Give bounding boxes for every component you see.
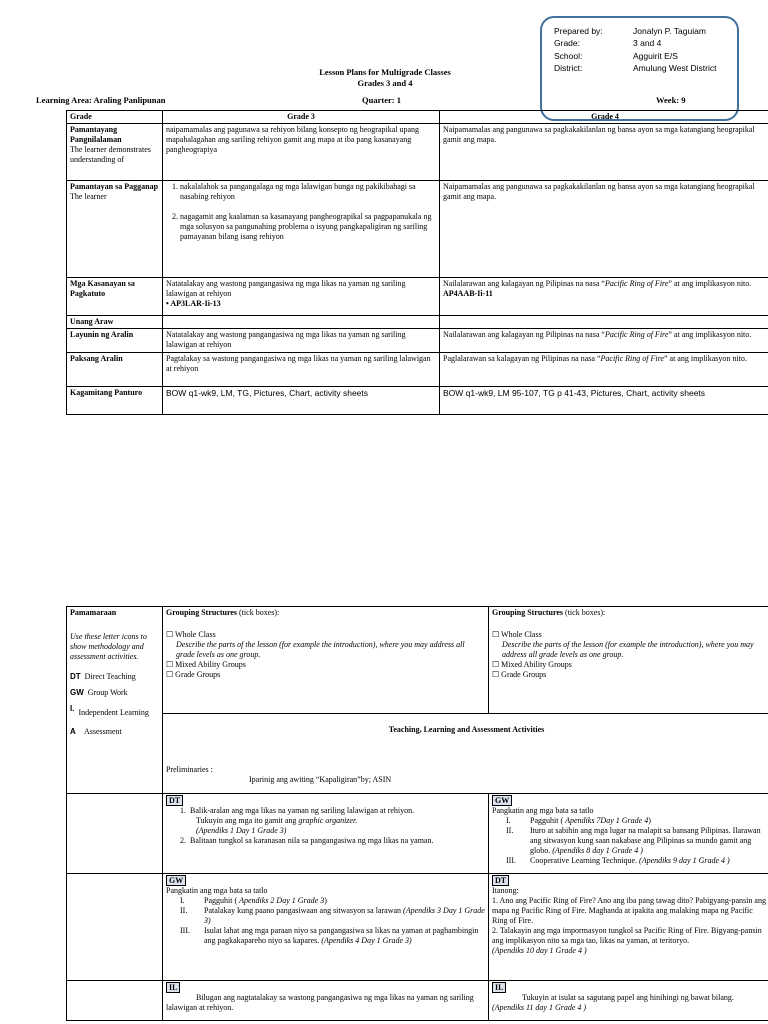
- performance-standard-g4: Naipamamalas ang pangunawa sa pagkakakilanlan ng bansa ayon sa mga katangiang heograpikal gamit ang mapa.: [440, 181, 768, 278]
- dt-grade3: DT 1. Balik-aralan ang mga likas na yaman ng sariling lalawigan at rehiyon. Tukuyin ang mga ito gamit ang graphic organizer. (Apendiks 1 Day 1 Grade 3) 2. Balitaan tungkol sa karanasan nila sa pangangasiwa ng mga likas na yaman.: [163, 794, 489, 874]
- song: Iparinig ang awiting “Kapaligiran”by; ASIN: [249, 775, 392, 784]
- dt-tag: DT: [492, 875, 509, 886]
- quarter: Quarter: 1: [362, 95, 401, 105]
- page-subtitle: Grades 3 and 4: [357, 78, 413, 88]
- dt-tag: DT: [166, 795, 183, 806]
- competencies-g4: Nailalarawan ang kalagayan ng Pilipinas na nasa “Pacific Ring of Fire” at ang implikasyon nito. AP4AAB-Ii-11: [440, 278, 768, 316]
- whole-class-checkbox[interactable]: ☐ Whole Class: [166, 630, 216, 639]
- prepared-row: Prepared by: Jonalyn P. Taguiam: [554, 26, 706, 36]
- grade-row: Grade: 3 and 4: [554, 38, 662, 48]
- tla-heading: Teaching, Learning and Assessment Activities: [388, 725, 545, 734]
- objective-g4: Nailalarawan ang kalagayan ng Pilipinas na nasa “Pacific Ring of Fire” at ang implikasyon nito.: [440, 329, 768, 353]
- procedure-label: Pamamaraan: [70, 608, 117, 617]
- gw-grade3: GW Pangkatin ang mga bata sa tatlo I. Pagguhit ( Apendiks 2 Day 1 Grade 3) II. Patalakay kung paano pangasiwaan ang sitwasyon sa larawan (Apendiks 3 Day 1 Grade 3) III. Isulat lahat ang mga paraan niyo sa pangangasiwa sa likas na yaman at paghambingin ang pagkakapareho niyo sa kapares. (Apendiks 4 Day 1 Grade 3): [163, 874, 489, 981]
- performance-standard-label: Pamantayan sa Pagganap The learner: [67, 181, 163, 278]
- mixed-ability-checkbox[interactable]: ☐ Mixed Ability Groups: [166, 660, 246, 669]
- grouping-g4: Grouping Structures (tick boxes): ☐ Whole Class Describe the parts of the lesson (for example the introduction), where you may address all grade levels as one group. ☐ Mixed Ability Groups ☐ Grade Groups: [489, 607, 768, 714]
- day1-label: Unang Araw: [67, 316, 163, 329]
- objective-label: Layunin ng Aralin: [67, 329, 163, 353]
- topic-label: Paksang Aralin: [67, 353, 163, 387]
- content-standard-g3: naipamamalas ang pagunawa sa rehiyon bilang konsepto ng heograpikal upang mapahalagahan ang sariling rehiyon gamit ang mapa at iba pang kasanayang pangheograpiya: [163, 124, 440, 181]
- info-box: [540, 16, 739, 121]
- grade-groups-checkbox[interactable]: ☐ Grade Groups: [166, 670, 221, 679]
- materials-label: Kagamitang Panturo: [67, 387, 163, 415]
- legend: DT Direct Teaching GW Group Work I. Independent Learning A Assessment: [70, 672, 149, 736]
- materials-g4: BOW q1-wk9, LM 95-107, TG p 41-43, Pictures, Chart, activity sheets: [440, 387, 768, 415]
- grade-groups-checkbox[interactable]: ☐ Grade Groups: [492, 670, 547, 679]
- tla-cell: [163, 714, 768, 794]
- school-row: School: Agguirit E/S: [554, 51, 678, 61]
- il-grade4: IL Tukuyin at isulat sa sagutang papel ang hinihingi ng bawat bilang. (Apendiks 11 day 1 Grade 4 ): [489, 981, 768, 1021]
- whole-class-checkbox[interactable]: ☐ Whole Class: [492, 630, 542, 639]
- grouping-g3: Grouping Structures (tick boxes): ☐ Whole Class Describe the parts of the lesson (for example the introduction), where you may address all grade levels as one group. ☐ Mixed Ability Groups ☐ Grade Groups: [163, 607, 489, 714]
- il-tag: IL: [166, 982, 180, 993]
- learning-area: Learning Area: Araling Panlipunan: [36, 95, 166, 105]
- topic-g3: Pagtalakay sa wastong pangangasiwa ng mga likas na yaman ng sariling lalawigan at rehiyon: [163, 353, 440, 387]
- lesson-plan-table: [66, 110, 768, 415]
- procedure-note: Use these letter icons to show methodology and assessment activities.: [70, 632, 147, 661]
- district-row: District: Amulung West District: [554, 63, 717, 73]
- grade4-header: Grade 4: [440, 111, 768, 124]
- performance-standard-g3: 1. nakalalahok sa pangangalaga ng mga lalawigan bunga ng pakikibahagi sa nasabing rehiyon 2. nagagamit ang kaalaman sa kasanayang pangheograpikal sa pagpapanukala ng mga solusyon sa pangunahing problema o isyung pangkapaligiran ng sariling pamayanan bilang isang rehiyon: [163, 181, 440, 278]
- procedure-label-cell: [67, 607, 163, 794]
- content-standard-label: Pamantayang Pangnilalaman The learner demonstrates understanding of: [67, 124, 163, 181]
- gw-tag: GW: [492, 795, 512, 806]
- preliminaries: Preliminaries :: [166, 765, 213, 774]
- topic-g4: Paglalarawan sa kalagayan ng Pilipinas na nasa “Pacific Ring of Fire” at ang implikasyon nito.: [440, 353, 768, 387]
- competencies-label: Mga Kasanayan sa Pagkatuto: [67, 278, 163, 316]
- objective-g3: Natatalakay ang wastong pangangasiwa ng mga likas na yaman ng sariling lalawigan at rehiyon: [163, 329, 440, 353]
- page-title: Lesson Plans for Multigrade Classes: [319, 67, 451, 77]
- il-tag: IL: [492, 982, 506, 993]
- dt-grade4: DT Itanong: 1. Ano ang Pacific Ring of Fire? Ano ang iba pang tawag dito? Pabigyang-pansin ang mapa ng Pacific Ring of Fire. Maghanda at ipakita ang malaking mapa ng Pacific Ring of Fire. 2. Talakayin ang mga impormasyon tungkol sa Pacific Ring of Fire. Bigyang-pansin ang implikasyon nito sa mga tao, likas na yaman, at teritoryo. (Apendiks 10 day 1 Grade 4 ): [489, 874, 768, 981]
- competencies-g3: Natatalakay ang wastong pangangasiwa ng mga likas na yaman ng sariling lalawigan at rehiyon • AP3LAR-Ii-13: [163, 278, 440, 316]
- week: Week: 9: [656, 95, 686, 105]
- grade-header: Grade: [67, 111, 163, 124]
- procedure-table: [66, 606, 768, 1021]
- content-standard-g4: Naipamamalas ang pangunawa sa pagkakakilanlan ng bansa ayon sa mga katangiang heograpikal gamit ang mapa.: [440, 124, 768, 181]
- gw-tag: GW: [166, 875, 186, 886]
- grade3-header: Grade 3: [163, 111, 440, 124]
- mixed-ability-checkbox[interactable]: ☐ Mixed Ability Groups: [492, 660, 572, 669]
- gw-grade4: GW Pangkatin ang mga bata sa tatlo I. Pagguhit ( Apendiks 7Day 1 Grade 4) II. Ituro at sabihin ang mga lugar na malapit sa bansang Pilipinas. Ilarawan ang sitwasyon kung saan nakabase ang Pilipinas sa mundo gamit ang globo. (Apendiks 8 day 1 Grade 4 ) III. Cooperative Learning Technique. (Apendiks 9 day 1 Grade 4 ): [489, 794, 768, 874]
- materials-g3: BOW q1-wk9, LM, TG, Pictures, Chart, activity sheets: [163, 387, 440, 415]
- il-grade3: IL Bilugan ang nagtatalakay sa wastong pangangasiwa ng mga likas na yaman ng sariling lalawigan at rehiyon.: [163, 981, 489, 1021]
